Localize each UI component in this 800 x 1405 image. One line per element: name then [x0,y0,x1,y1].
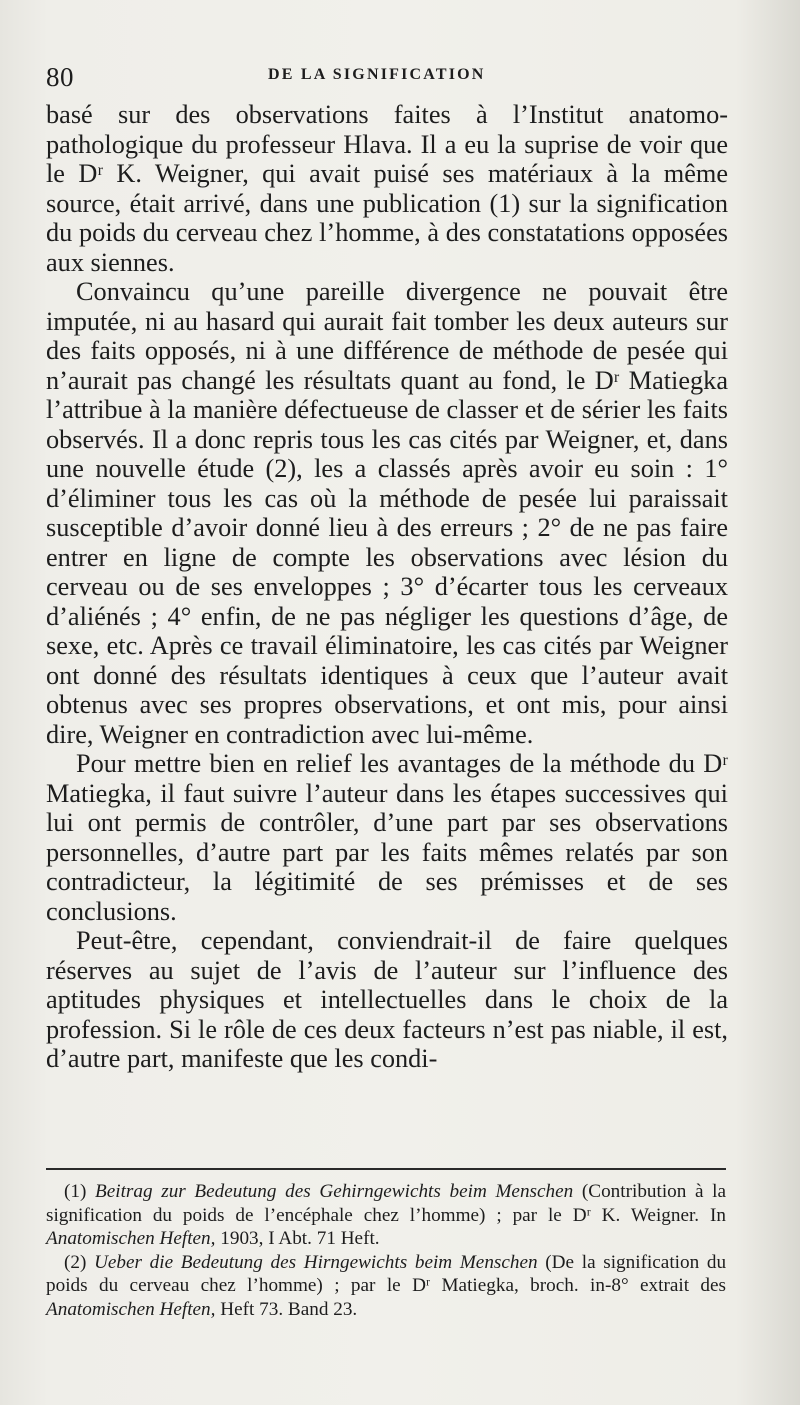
body-text [46,100,728,1074]
paragraph-2: Convaincu qu’une pareille divergence ne pouvait être imputée, ni au hasard qui aurait fait tomber les deux auteurs sur des faits opposés, ni à une différence de méthode de pesée qui n’aurait pas changé les résultats quant au fond, le Dʳ Matiegka l’attribue à la manière défectueuse de classer et de sérier les faits observés. Il a donc repris tous les cas cités par Weigner, et, dans une nouvelle étude (2), les a classés après avoir eu soin : 1° d’éliminer tous les cas où la méthode de pesée lui paraissait susceptible d’avoir donné lieu à des erreurs ; 2° de ne pas faire entrer en ligne de compte les observations avec lésion du cerveau ou de ses enveloppes ; 3° d’écarter tous les cerveaux d’aliénés ; 4° enfin, de ne pas négliger les questions d’âge, de sexe, etc. Après ce travail éliminatoire, les cas cités par Weigner ont donné des résultats identiques à ceux que l’auteur avait obtenus avec ses propres observations, et ont mis, pour ainsi dire, Weigner en contradiction avec lui-même. [46,277,728,749]
footnote-2 [46,1251,726,1322]
footnote-title: Ueber die Bedeutung des Hirngewichts beim Menschen [94,1251,538,1273]
footnote-marker: (2) [64,1251,87,1273]
footnote-separator [46,1168,726,1170]
paragraph-3: Pour mettre bien en relief les avantages de la méthode du Dʳ Matiegka, il faut suivre l’auteur dans les étapes successives qui lui ont permis de contrôler, d’une part par ses observations personnelles, d’autre part par les faits mêmes relatés par son contradicteur, la légitimité de ses prémisses et de ses conclusions. [46,749,728,926]
footnote-title: Beitrag zur Bedeutung des Gehirngewichts beim Menschen [95,1181,574,1202]
paragraph-4: Peut-être, cependant, conviendrait-il de faire quelques réserves au sujet de l’avis de l’auteur sur l’influence des aptitudes physiques et intellectuelles dans le choix de la profession. Si le rôle de ces deux facteurs n’est pas niable, il est, d’autre part, manifeste que les condi- [46,926,728,1073]
footnote-marker: (1) [64,1181,87,1202]
paragraph-1: basé sur des observations faites à l’Institut anatomo-pathologique du professeur Hlava. Il a eu la suprise de voir que le Dʳ K. Weigner, qui avait puisé ses matériaux à la même source, était arrivé, dans une publication (1) sur la signification du poids du cerveau chez l’homme, à des constatations opposées aux siennes. [46,100,728,277]
page-header [46,62,736,92]
footnotes [46,1180,726,1322]
footnote-text-end: 1903, I Abt. 71 Heft. [220,1228,380,1250]
footnote-text: (De la signification du poids du cerveau chez l’homme) ; par le Dʳ Matiegka, broch. in-8° extrait des [46,1251,727,1297]
footnote-text-end: Heft 73. Band 23. [220,1298,358,1320]
footnote-journal: Anatomischen Heften, [46,1298,216,1320]
footnote-journal: Anatomischen Heften, [46,1228,216,1250]
footnote-text: (Contribution à la signification du poids de l’encéphale chez l’homme) ; par le Dʳ K. Weigner. In [46,1181,727,1226]
footnote-1 [46,1180,726,1251]
page-number: 80 [46,62,74,92]
running-title: DE LA SIGNIFICATION [268,66,486,83]
